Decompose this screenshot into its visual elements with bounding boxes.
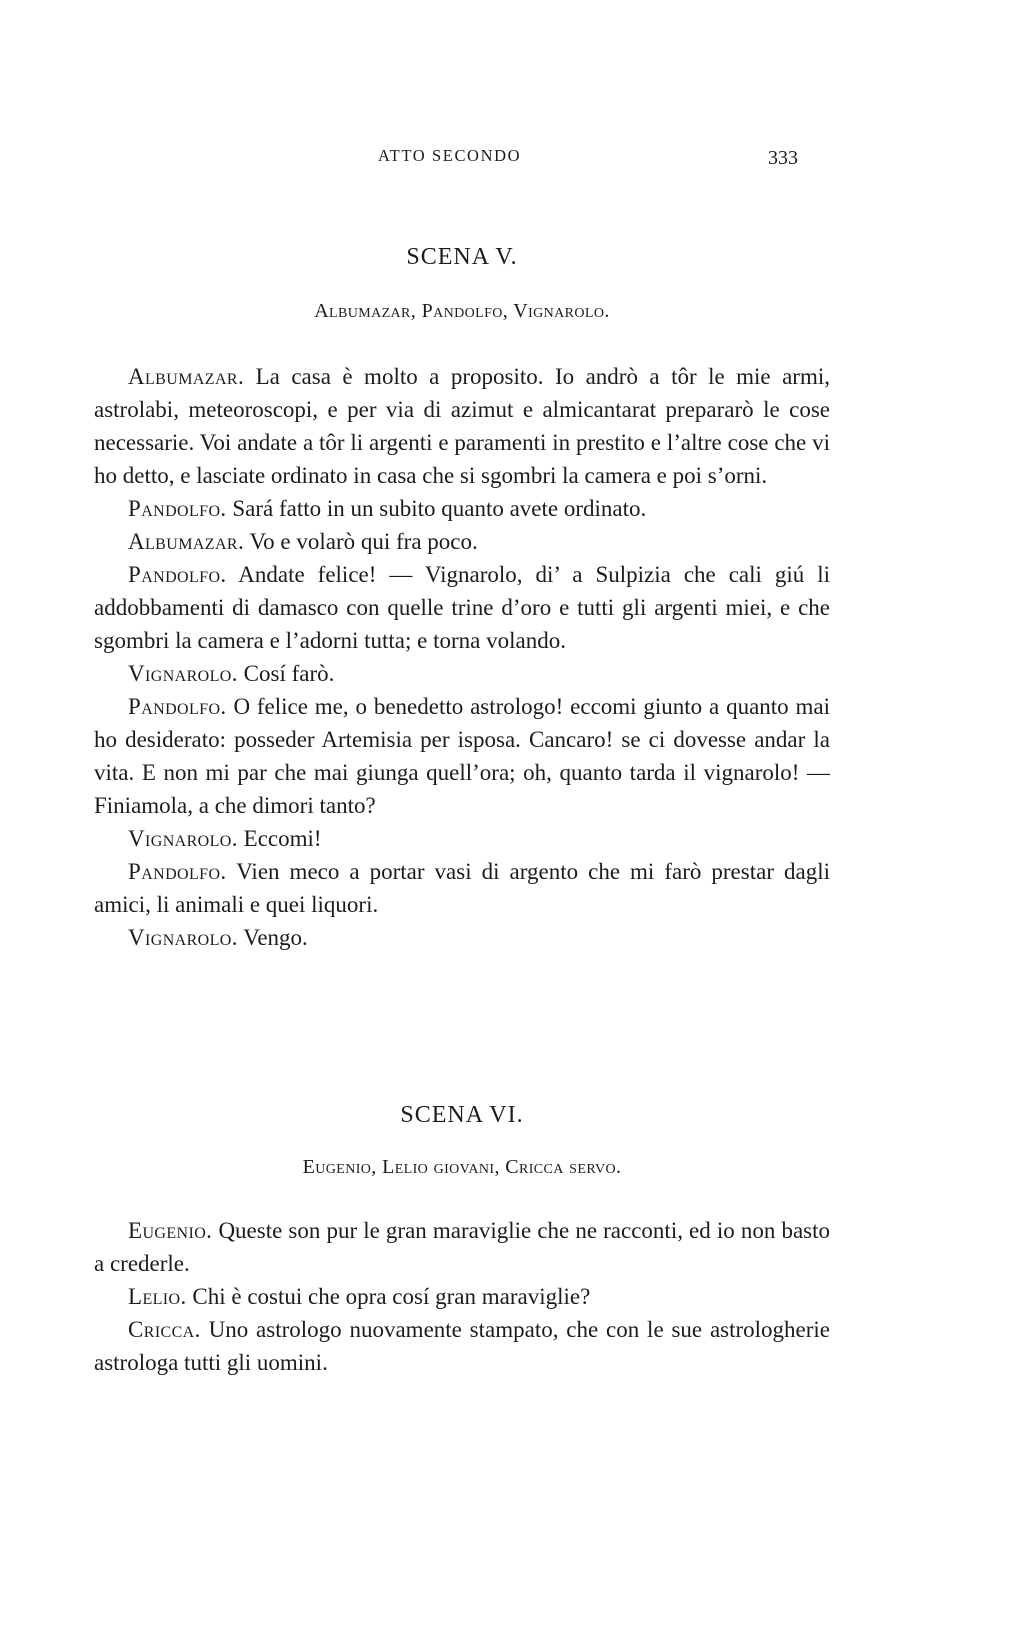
- speech: [94, 921, 830, 954]
- speech-text: Eccomi!: [243, 826, 322, 851]
- speech-list: [94, 360, 830, 954]
- speech-list: [94, 1214, 830, 1379]
- speech: [94, 822, 830, 855]
- scene-v: [94, 240, 830, 954]
- speech-text: O felice me, o benedetto astrologo! eccomi giunto a quanto mai ho desiderato: posseder Artemisia per isposa. Cancaro! se ci dovesse andar la vita. E non mi par che mai giunga quell’ora; oh, quanto tarda il vignarolo! — Finiamola, a che dimori tanto?: [94, 694, 831, 818]
- speech-text: Cosí farò.: [243, 661, 335, 686]
- speaker-name: Cricca.: [128, 1317, 201, 1342]
- speaker-name: Vignarolo.: [128, 925, 238, 950]
- speaker-name: Lelio.: [128, 1284, 187, 1309]
- speech: [94, 1280, 830, 1313]
- speaker-name: Albumazar.: [128, 529, 245, 554]
- speech: [94, 855, 830, 921]
- speech: [94, 525, 830, 558]
- running-title: ATTO SECONDO: [378, 146, 522, 165]
- speech-text: Vien meco a portar vasi di argento che mi farò prestar dagli amici, li animali e quei liquori.: [94, 859, 830, 917]
- speaker-name: Pandolfo.: [128, 496, 227, 521]
- speaker-name: Vignarolo.: [128, 661, 238, 686]
- speaker-name: Pandolfo.: [128, 694, 227, 719]
- speech-text: La casa è molto a proposito. Io andrò a tôr le mie armi, astrolabi, meteoroscopi, e per via di azimut e almicantarat prepararò le cose necessarie. Voi andate a tôr li argenti e paramenti in prestito e l’altre cose che vi ho detto, e lasciate ordinato in casa che si sgombri la camera e poi s’orni.: [94, 364, 830, 488]
- speech-text: Chi è costui che opra cosí gran maraviglie?: [192, 1284, 591, 1309]
- speaker-name: Pandolfo.: [128, 859, 227, 884]
- speech-text: Vo e volarò qui fra poco.: [249, 529, 478, 554]
- speech: [94, 492, 830, 525]
- scene-characters: Eugenio, Lelio giovani, Cricca servo.: [302, 1156, 622, 1178]
- page-number: 333: [768, 147, 798, 169]
- scene-title: SCENA VI.: [400, 1102, 524, 1128]
- speech-text: Vengo.: [243, 925, 308, 950]
- speaker-name: Pandolfo.: [128, 562, 227, 587]
- speaker-name: Albumazar.: [128, 364, 245, 389]
- speech: [94, 558, 830, 657]
- speech: [94, 1214, 830, 1280]
- speech-text: Andate felice! — Vignarolo, di’ a Sulpizia che cali giú li addobbamenti di damasco con quelle trine d’oro e tutti gli argenti miei, e che sgombri la camera e l’adorni tutta; e torna volando.: [94, 562, 830, 653]
- speech-text: Queste son pur le gran maraviglie che ne racconti, ed io non basto a crederle.: [94, 1218, 830, 1276]
- speech: [94, 360, 830, 492]
- speaker-name: Vignarolo.: [128, 826, 238, 851]
- speech-text: Sará fatto in un subito quanto avete ordinato.: [232, 496, 647, 521]
- speaker-name: Eugenio.: [128, 1218, 213, 1243]
- speech-text: Uno astrologo nuovamente stampato, che con le sue astrologherie astrologa tutti gli uomini.: [94, 1317, 831, 1375]
- speech: [94, 690, 830, 822]
- speech: [94, 657, 830, 690]
- speech: [94, 1313, 830, 1379]
- scene-title: SCENA V.: [406, 244, 518, 270]
- scene-vi: [94, 1098, 830, 1379]
- scene-characters: Albumazar, Pandolfo, Vignarolo.: [314, 300, 610, 322]
